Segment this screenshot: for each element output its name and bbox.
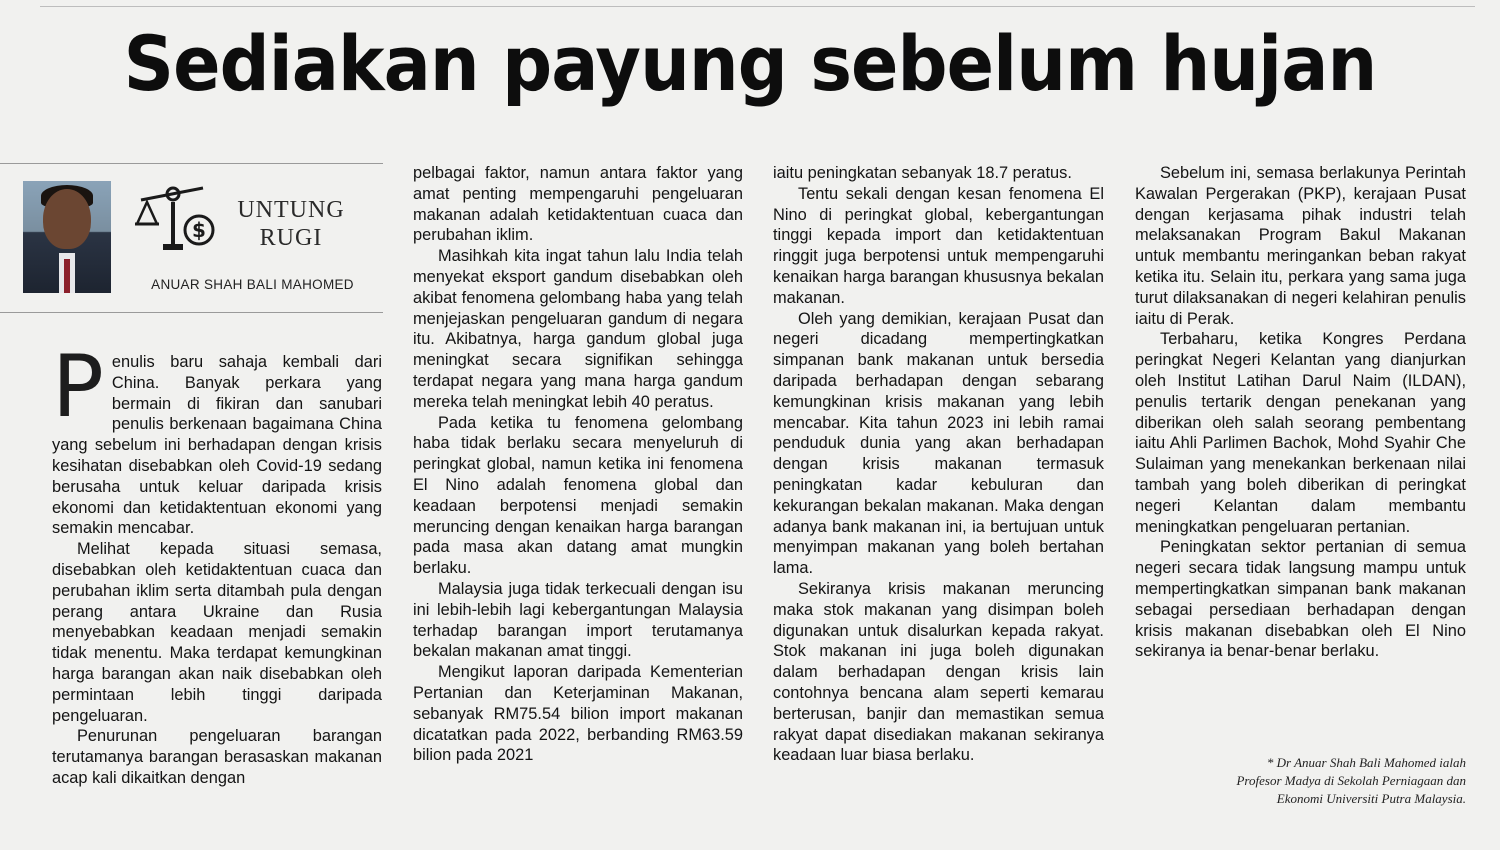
article-paragraph: Malaysia juga tidak terkecuali dengan isu ini lebih-lebih lagi kebergantungan Malaysia terhadap barangan import terutamanya bekalan makanan amat tinggi.	[413, 579, 743, 661]
column-name-line1: UNTUNG	[237, 197, 345, 223]
article-paragraph: Penulis baru sahaja kembali dari China. Banyak perkara yang bermain di fikiran dan sanubari penulis berkenaan bagaimana China yang sebelum ini berhadapan dengan krisis kesihatan disebabkan oleh Covid-19 sedang berusaha untuk keluar daripada krisis ekonomi dan ketidaktentuan ekonomi yang semakin mencabar.	[52, 337, 382, 538]
author-footnote	[1150, 754, 1466, 808]
column-header-top-rule	[0, 163, 383, 164]
article-paragraph: Penurunan pengeluaran barangan terutamanya barangan berasaskan makanan acap kali dikaitkan dengan	[52, 727, 382, 787]
drop-cap: P	[52, 337, 104, 437]
article-column-4	[1135, 163, 1466, 662]
scales-coin-dollar-icon	[133, 180, 217, 260]
headline: Sediakan payung sebelum hujan	[123, 19, 1377, 108]
article-paragraph: Masihkah kita ingat tahun lalu India telah menyekat eksport gandum disebabkan oleh akibat fenomena gelombang haba yang telah menjejaskan pengeluaran gandum di negara itu. Akibatnya, harga gandum global juga meningkat secara signifikan sehingga terdapat negara yang mana harga gandum mereka telah meningkat lebih 40 peratus.	[413, 247, 743, 411]
article-paragraph: Sekiranya krisis makanan meruncing maka stok makanan yang disimpan boleh digunakan untuk disalurkan kepada rakyat. Stok makanan ini juga boleh digunakan dalam berhadapan dengan krisis lain contohnya bencana alam seperti kemarau berterusan, banjir dan memastikan semua rakyat dapat disediakan makanan sekiranya keadaan luar biasa berlaku.	[773, 579, 1104, 765]
article-paragraph: Mengikut laporan daripada Kementerian Pertanian dan Keterjaminan Makanan, sebanyak RM75.54 bilion import makanan dicatatkan pada 2022, berbanding RM63.59 bilion pada 2021	[413, 663, 743, 765]
author-photo	[23, 181, 111, 293]
article-paragraph: Peningkatan sektor pertanian di semua negeri secara tidak langsung mampu untuk mempertingkatkan simpanan bank makanan sebagai persediaan berhadapan dengan krisis makanan disebabkan oleh El Nino sekiranya ia benar-benar berlaku.	[1135, 538, 1466, 661]
svg-text:$: $	[192, 218, 206, 242]
article-paragraph: iaitu peningkatan sebanyak 18.7 peratus.	[773, 164, 1072, 182]
article-paragraph: Tentu sekali dengan kesan fenomena El Nino di peringkat global, kebergantungan tinggi kepada import dan ketidaktentuan ringgit juga berpotensi untuk mempengaruhi kenaikan harga barangan khususnya bekalan makanan.	[773, 184, 1104, 307]
article-column-3	[773, 163, 1104, 766]
article-paragraph: Pada ketika tu fenomena gelombang haba tidak berlaku secara menyeluruh di peringkat global, namun ketika ini fenomena El Nino adalah fenomena global dan keadaan berpotensi menjadi semakin meruncing dengan kenaikan harga barangan pada masa akan datang amat mungkin berlaku.	[413, 413, 743, 578]
article-column-1	[52, 337, 382, 789]
article-paragraph: Terbaharu, ketika Kongres Perdana peringkat Negeri Kelantan yang dianjurkan oleh Institut Latihan Darul Naim (ILDAN), penulis tertarik dengan penekanan yang diberikan oleh salah seorang pembentang iaitu Ahli Parlimen Bachok, Mohd Syahir Che Sulaiman yang menekankan berkenaan nilai tambah yang boleh diberikan di peringkat negeri Kelantan dalam membantu meningkatkan pengeluaran pertanian.	[1135, 330, 1466, 536]
article-paragraph: Sebelum ini, semasa berlakunya Perintah Kawalan Pergerakan (PKP), kerajaan Pusat dengan kerjasama pihak industri telah melaksanakan Program Bakul Makanan untuk membantu meringankan beban rakyat ketika itu. Selain itu, perkara yang sama juga turut dilaksanakan di negeri kelahiran penulis iaitu di Perak.	[1135, 164, 1466, 328]
article-column-2	[413, 163, 743, 766]
footnote-line: Ekonomi Universiti Putra Malaysia.	[1276, 791, 1466, 806]
author-byline: ANUAR SHAH BALI MAHOMED	[151, 277, 354, 292]
column-name	[230, 196, 352, 252]
top-rule	[40, 6, 1475, 7]
column-name-line2: RUGI	[259, 225, 323, 251]
footnote-line: Profesor Madya di Sekolah Perniagaan dan	[1236, 773, 1466, 788]
article-paragraph: pelbagai faktor, namun antara faktor yang amat penting mempengaruhi pengeluaran makanan adalah ketidaktentuan cuaca dan perubahan iklim.	[413, 164, 743, 245]
article-paragraph: Oleh yang demikian, kerajaan Pusat dan negeri dicadang mempertingkatkan simpanan bank makanan untuk bersedia daripada berhadapan dengan sebarang kemungkinan krisis makanan yang lebih mencabar. Kita tahun 2023 ini lebih ramai penduduk dunia yang akan berhadapan dengan krisis makanan termasuk peningkatan kadar kebuluran dan kekurangan bekalan makanan. Maka dengan adanya bank makanan ini, ia bertujuan untuk menyimpan makanan yang boleh bertahan lama.	[773, 309, 1104, 578]
column-header-bottom-rule	[0, 312, 383, 313]
footnote-line: * Dr Anuar Shah Bali Mahomed ialah	[1266, 755, 1466, 770]
article-paragraph: Melihat kepada situasi semasa, disebabkan oleh ketidaktentuan cuaca dan perubahan iklim serta ditambah pula dengan perang antara Ukraine dan Rusia menyebabkan keadaan menjadi semakin tidak menentu. Maka terdapat kemungkinan harga barangan akan naik disebabkan oleh permintaan lebih tinggi daripada pengeluaran.	[52, 540, 382, 725]
